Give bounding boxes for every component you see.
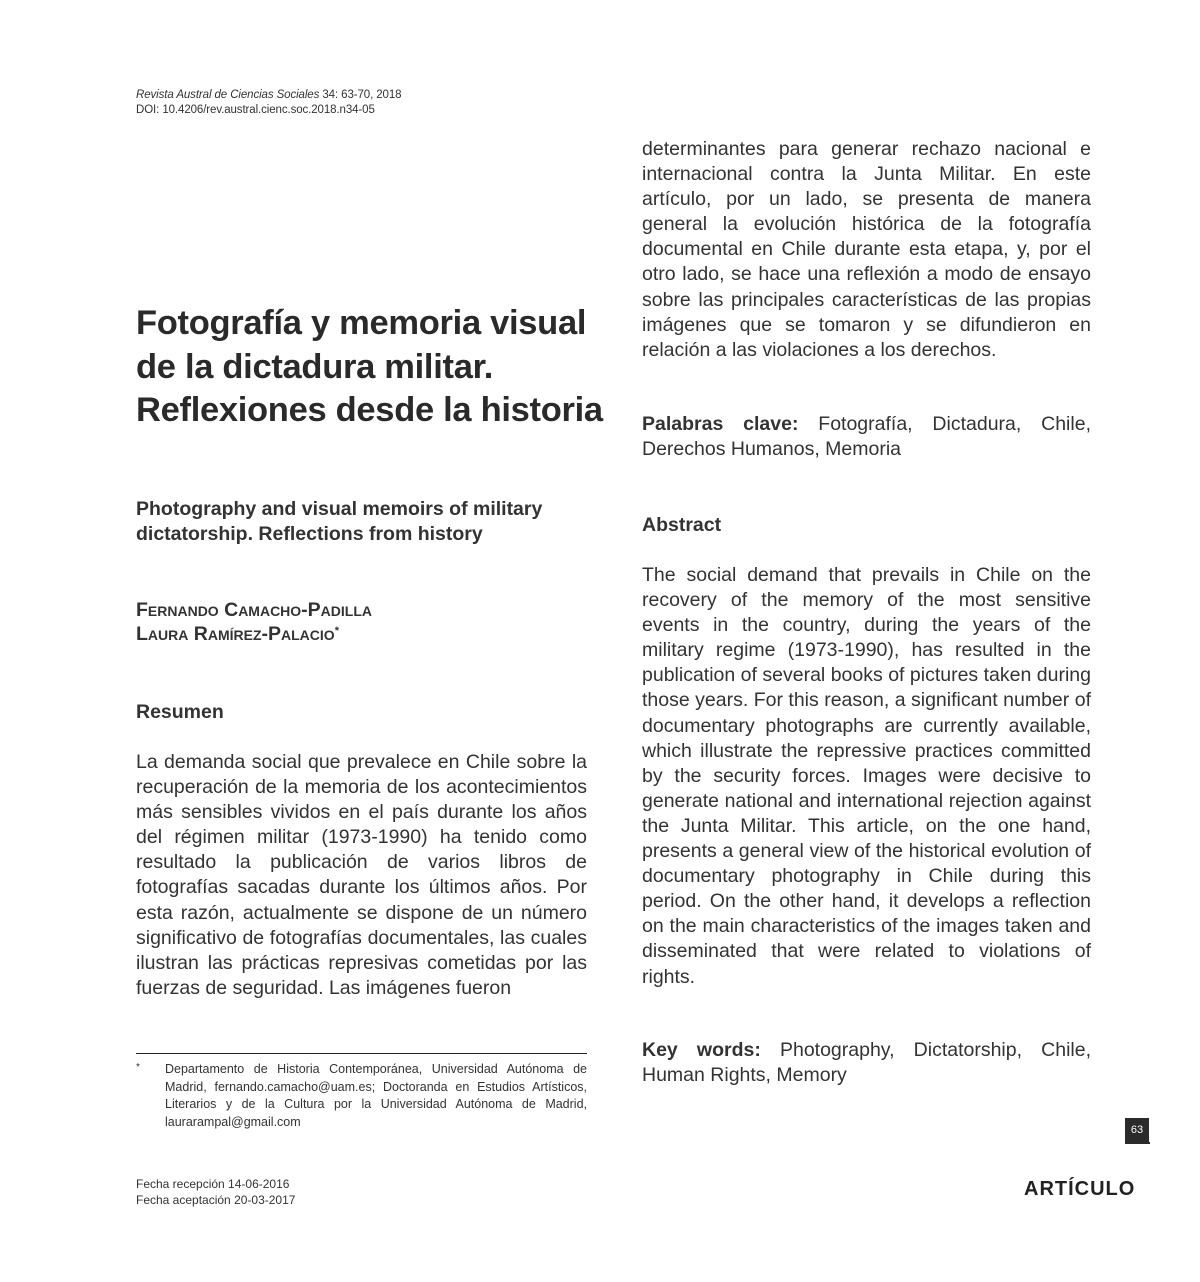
footnote-divider [136, 1053, 587, 1054]
submission-dates [136, 1177, 295, 1208]
article-subtitle: Photography and visual memoirs of military dictatorship. Reflections from history [136, 498, 543, 545]
author-2: Laura Ramírez-Palacio [136, 623, 335, 645]
abstract-keywords-label: Key words: [642, 1039, 761, 1061]
resumen-keywords-list: Fotografía, Dictadura, Chile, Derechos Humanos, Memoria [642, 413, 1091, 461]
abstract-keywords [642, 1038, 1091, 1088]
date-received: Fecha recepción 14-06-2016 [136, 1177, 290, 1191]
page-number: 63 [1125, 1118, 1149, 1142]
journal-volume-pages: 34: 63-70, 2018 [322, 89, 402, 101]
footnote-text: Departamento de Historia Contemporánea, Universidad Autónoma de Madrid, fernando.camacho@uam.es; Doctoranda en Estudios Artísticos, Literarios y de la Cultura por la Universidad Autónoma de Madrid, laurarampal@gmail.com [165, 1062, 587, 1129]
doi: DOI: 10.4206/rev.austral.cienc.soc.2018.n34-05 [136, 104, 375, 116]
resumen-keywords-label: Palabras clave: [642, 413, 799, 435]
footnote-mark: * [136, 1062, 140, 1073]
page-number-rule [1125, 1142, 1150, 1144]
section-label: ARTÍCULO [1024, 1178, 1136, 1200]
resumen-keywords [642, 412, 1091, 462]
journal-citation [136, 88, 401, 103]
date-accepted: Fecha aceptación 20-03-2017 [136, 1192, 296, 1207]
author-1: Fernando Camacho-Padilla [136, 599, 373, 621]
author-footnote-mark: * [334, 625, 339, 637]
resumen-text-part1: La demanda social que prevalece en Chile sobre la recuperación de la memoria de los acontecimientos más sensibles vividos en el país durante los años del régimen militar (1973-1990) ha tenido como resultado la publicación de varios libros de fotografías sacadas durante los últimos años. Por esta razón, actualmente se dispone de un número significativo de fotografías documentales, las cuales ilustran las prácticas represivas cometidas por las fuerzas de seguridad. Las imágenes fueron [136, 751, 587, 999]
article-title: Fotografía y memoria visual de la dictadura militar. Reflexiones desde la historia [136, 304, 603, 429]
resumen-text-part2: determinantes para generar rechazo nacional e internacional contra la Junta Militar. En este artículo, por un lado, se presenta de manera general la evolución histórica de la fotografía documental en Chile durante esta etapa, y, por el otro lado, se hace una reflexión a modo de ensayo sobre las principales características de las propias imágenes que se tomaron y se difundieron en relación a las violaciones a los derechos. [642, 138, 1091, 361]
author-2-line [136, 622, 372, 646]
resumen-heading: Resumen [136, 701, 224, 723]
abstract-keywords-list: Photography, Dictatorship, Chile, Human Rights, Memory [642, 1039, 1092, 1087]
journal-name: Revista Austral de Ciencias Sociales [136, 89, 320, 101]
abstract-text: The social demand that prevails in Chile on the recovery of the memory of the most sensitive events in the country, during the years of the military regime (1973-1990), has resulted in the publication of several books of pictures taken during those years. For this reason, a significant number of documentary photographs are currently available, which illustrate the repressive practices committed by the security forces. Images were decisive to generate national and international rejection against the Junta Militar. This article, on the one hand, presents a general view of the historical evolution of documentary photography in Chile during this period. On the other hand, it develops a reflection on the main characteristics of the images taken and disseminated that were related to violations of rights. [642, 564, 1091, 988]
author-list [136, 598, 372, 646]
footnote [136, 1061, 587, 1131]
abstract-heading: Abstract [642, 514, 722, 536]
